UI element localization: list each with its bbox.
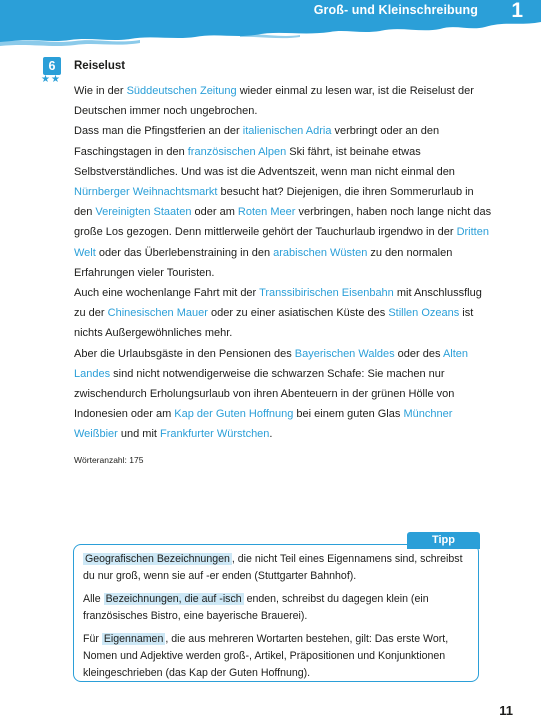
place-name: Roten Meer (237, 206, 296, 219)
text-segment: Alle (83, 593, 104, 605)
text-segment: ist nichts Außergewöhnliches mehr. (74, 307, 474, 340)
text-segment: wieder einmal zu lesen war, ist die Reiselust der Deutschen immer noch ungebrochen. (74, 85, 474, 118)
exercise-title: Reiselust (74, 60, 126, 72)
text-segment: sind nicht notwendigerweise die schwarzen Schafe: Sie machen nur zwischendurch Erholungsurlaub von ihren Abenteuern in der grünen Hölle von Indonesien oder am (74, 367, 455, 421)
text-segment: zu den normalen Erfahrungen vieler Touristen. (74, 246, 453, 279)
text-segment: oder zu einer asiatischen Küste des (207, 307, 389, 320)
place-name: Transsibirischen Eisenbahn (259, 287, 394, 300)
text-segment: bei einem guten Glas (293, 408, 404, 421)
text-segment: oder am (191, 206, 238, 219)
place-name: arabischen Wüsten (273, 246, 368, 259)
place-name: Süddeutschen Zeitung (126, 85, 237, 97)
text-segment: enden, schreibst du dagegen klein (ein französisches Bistro, eine bayerische Brauerei). (83, 593, 429, 622)
exercise-number-badge: 6 (43, 57, 61, 75)
word-count: Wörteranzahl: 175 (74, 455, 144, 465)
place-name: Kap der Guten Hoffnung (174, 408, 294, 421)
place-name: Dritten Welt (74, 226, 489, 259)
text-segment: , die nicht Teil eines Eigennamens sind, schreibst du nur groß, wenn sie auf -er enden (Stuttgarter Bahnhof). (83, 553, 463, 582)
tip-paragraph (83, 551, 473, 585)
chapter-title: Groß- und Kleinschreibung (313, 3, 478, 17)
place-name: Frankfurter Würstchen (160, 428, 270, 441)
text-segment: . (269, 428, 273, 441)
text-segment: , die aus mehreren Wortarten bestehen, gilt: Das erste Wort, Nomen und Adjektive werden groß-, Artikel, Präpositionen und Konjunktionen kleingeschrieben (das Kap der Guten Hoffnung). (83, 633, 449, 679)
exercise-text (74, 81, 494, 445)
text-segment: oder des (394, 347, 443, 360)
exercise-paragraph (74, 81, 494, 121)
page-number: 11 (499, 703, 513, 718)
text-segment: Für (83, 633, 102, 645)
place-name: Alten Landes (74, 347, 469, 380)
tip-paragraph (83, 631, 473, 682)
place-name: Bayerischen Waldes (294, 347, 395, 360)
text-segment: Auch eine wochenlange Fahrt mit der (74, 287, 260, 300)
exercise-paragraph (74, 344, 494, 445)
text-segment: verbringen, haben noch lange nicht das große Los gezogen. Denn mittlerweile gehört der Tauchurlaub irgendwo in der (74, 206, 492, 239)
tip-text (83, 551, 473, 688)
text-segment: und mit (117, 428, 160, 441)
place-name: italienischen Adria (242, 125, 332, 138)
highlighted-term: Geografischen Bezeichnungen (85, 553, 230, 565)
star-icon: ★ (50, 74, 60, 85)
text-segment: verbringt oder an den Faschingstagen in den (74, 125, 440, 158)
place-name: Nürnberger Weihnachtsmarkt (74, 186, 218, 199)
text-segment: besucht hat? Diejenigen, die ihren Sommerurlaub in den (74, 186, 474, 219)
header-banner (0, 0, 541, 52)
text-segment: Aber die Urlaubsgäste in den Pensionen des (74, 347, 295, 360)
place-name: Vereinigten Staaten (95, 206, 192, 219)
text-segment: Wie in der (74, 85, 127, 97)
place-name: französischen Alpen (187, 145, 287, 158)
tip-paragraph (83, 591, 473, 625)
place-name: Chinesischen Mauer (107, 307, 208, 320)
place-name: Münchner Weißbier (74, 408, 453, 441)
text-segment: oder das Überlebenstraining in den (95, 246, 274, 259)
place-name: Stillen Ozeans (388, 307, 460, 320)
text-segment: Ski fährt, ist beinahe etwas Selbstverständliches. Und was ist die Adventszeit, wenn man nicht einmal den (74, 145, 455, 178)
tip-label: Tipp (407, 532, 480, 549)
highlighted-term: Bezeichnungen, die auf -isch (105, 593, 242, 605)
difficulty-stars (41, 75, 60, 85)
text-segment: Dass man die Pfingstferien an der (74, 125, 243, 138)
exercise-paragraph (74, 283, 494, 344)
highlighted-term: Eigennamen (103, 633, 164, 645)
star-icon: ★ (41, 74, 50, 85)
text-segment: mit Anschlussflug zu der (74, 287, 482, 320)
exercise-paragraph (74, 121, 494, 283)
chapter-number: 1 (511, 0, 523, 22)
